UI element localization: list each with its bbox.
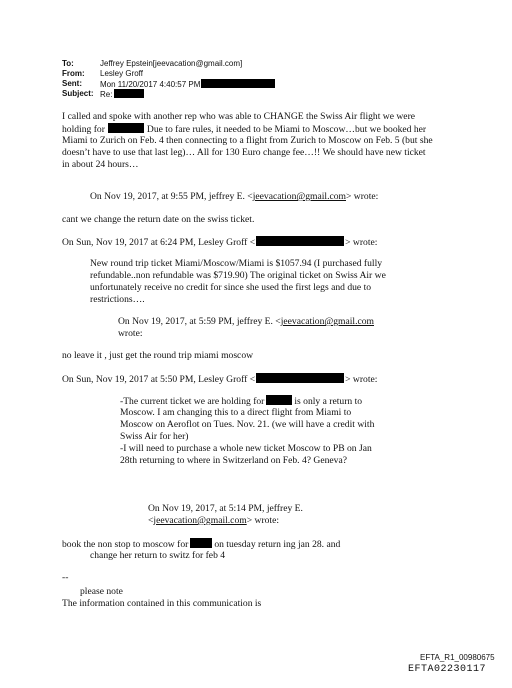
body-line: I called and spoke with another rep who was able to CHANGE the Swiss Air flight we were [62, 111, 416, 122]
body-line: change her return to switz for feb 4 [90, 550, 226, 561]
sent-label: Sent: [62, 79, 82, 88]
to-value: Jeffrey Epstein[jeevacation@gmail.com] [100, 59, 243, 68]
quote-header: On Sun, Nov 19, 2017 at 5:50 PM, Lesley Groff < > wrote: [62, 374, 378, 385]
quote-header: On Nov 19, 2017, at 9:55 PM, jeffrey E. <jeevacation@gmail.com> wrote: [90, 191, 379, 202]
body-line: holding for Due to fare rules, it needed to be Miami to Moscow…but we booked her [62, 124, 427, 135]
redaction-box [114, 89, 144, 98]
body-line: Moscow on Aeroflot on Tues. Nov. 21. (we will have a credit with [120, 419, 375, 430]
body-line: no leave it , just get the round trip miami moscow [62, 350, 254, 361]
from-label: From: [62, 69, 85, 78]
body-line: Miami to Zurich on Feb. 4 then connecting to a flight from Zurich to Moscow on Feb. 5 (but she [62, 135, 433, 146]
bates-number-large: EFTA02230117 [408, 664, 487, 675]
bates-number-small: EFTA_R1_00980675 [420, 653, 495, 662]
redaction-box [201, 79, 275, 88]
body-line: cant we change the return date on the swiss ticket. [62, 214, 255, 225]
body-line: 28th returning to where in Switzerland on Feb. 4? Geneva? [120, 455, 347, 466]
body-line: please note [80, 586, 123, 597]
body-line: unfortunately receive no credit for since she used the first legs and due to [90, 282, 372, 293]
redaction-box [266, 395, 292, 405]
body-line: Swiss Air for her) [120, 431, 189, 442]
body-line: book the non stop to moscow for on tuesday return ing jan 28. and [62, 539, 341, 550]
body-line: refundable..non refundable was $719.90) The original ticket on Swiss Air we [90, 270, 386, 281]
body-line: -The current ticket we are holding for is only a return to [120, 396, 363, 407]
subject-value: Re: [100, 89, 144, 99]
body-line: New round trip ticket Miami/Moscow/Miami is $1057.94 (I purchased fully [90, 258, 383, 269]
body-line: doesn’t have to use that last leg)… All for 130 Euro change fee…!! We should have new ticket [62, 147, 426, 158]
redaction-box [190, 538, 212, 548]
quote-header: On Nov 19, 2017, at 5:14 PM, jeffrey E. [148, 503, 303, 514]
from-value: Lesley Groff [100, 69, 143, 78]
body-line: restrictions…. [90, 294, 145, 305]
subject-label: Subject: [62, 89, 94, 98]
body-line: Moscow. I am changing this to a direct flight from Miami to [120, 407, 352, 418]
sent-value: Mon 11/20/2017 4:40:57 PM [100, 79, 275, 89]
redaction-box [108, 123, 144, 133]
redaction-box [256, 236, 344, 246]
quote-header: wrote: [118, 328, 143, 339]
body-line: The information contained in this communication is [62, 598, 262, 609]
body-line: -I will need to purchase a whole new ticket Moscow to PB on Jan [120, 443, 372, 454]
quote-header: On Nov 19, 2017, at 5:59 PM, jeffrey E. <jeevacation@gmail.com [118, 316, 374, 327]
to-label: To: [62, 59, 74, 68]
body-line: in about 24 hours… [62, 159, 139, 170]
quote-header: On Sun, Nov 19, 2017 at 6:24 PM, Lesley Groff < > wrote: [62, 237, 378, 248]
body-line: -- [62, 572, 69, 583]
redaction-box [256, 373, 344, 383]
quote-header: <jeevacation@gmail.com> wrote: [148, 515, 280, 526]
